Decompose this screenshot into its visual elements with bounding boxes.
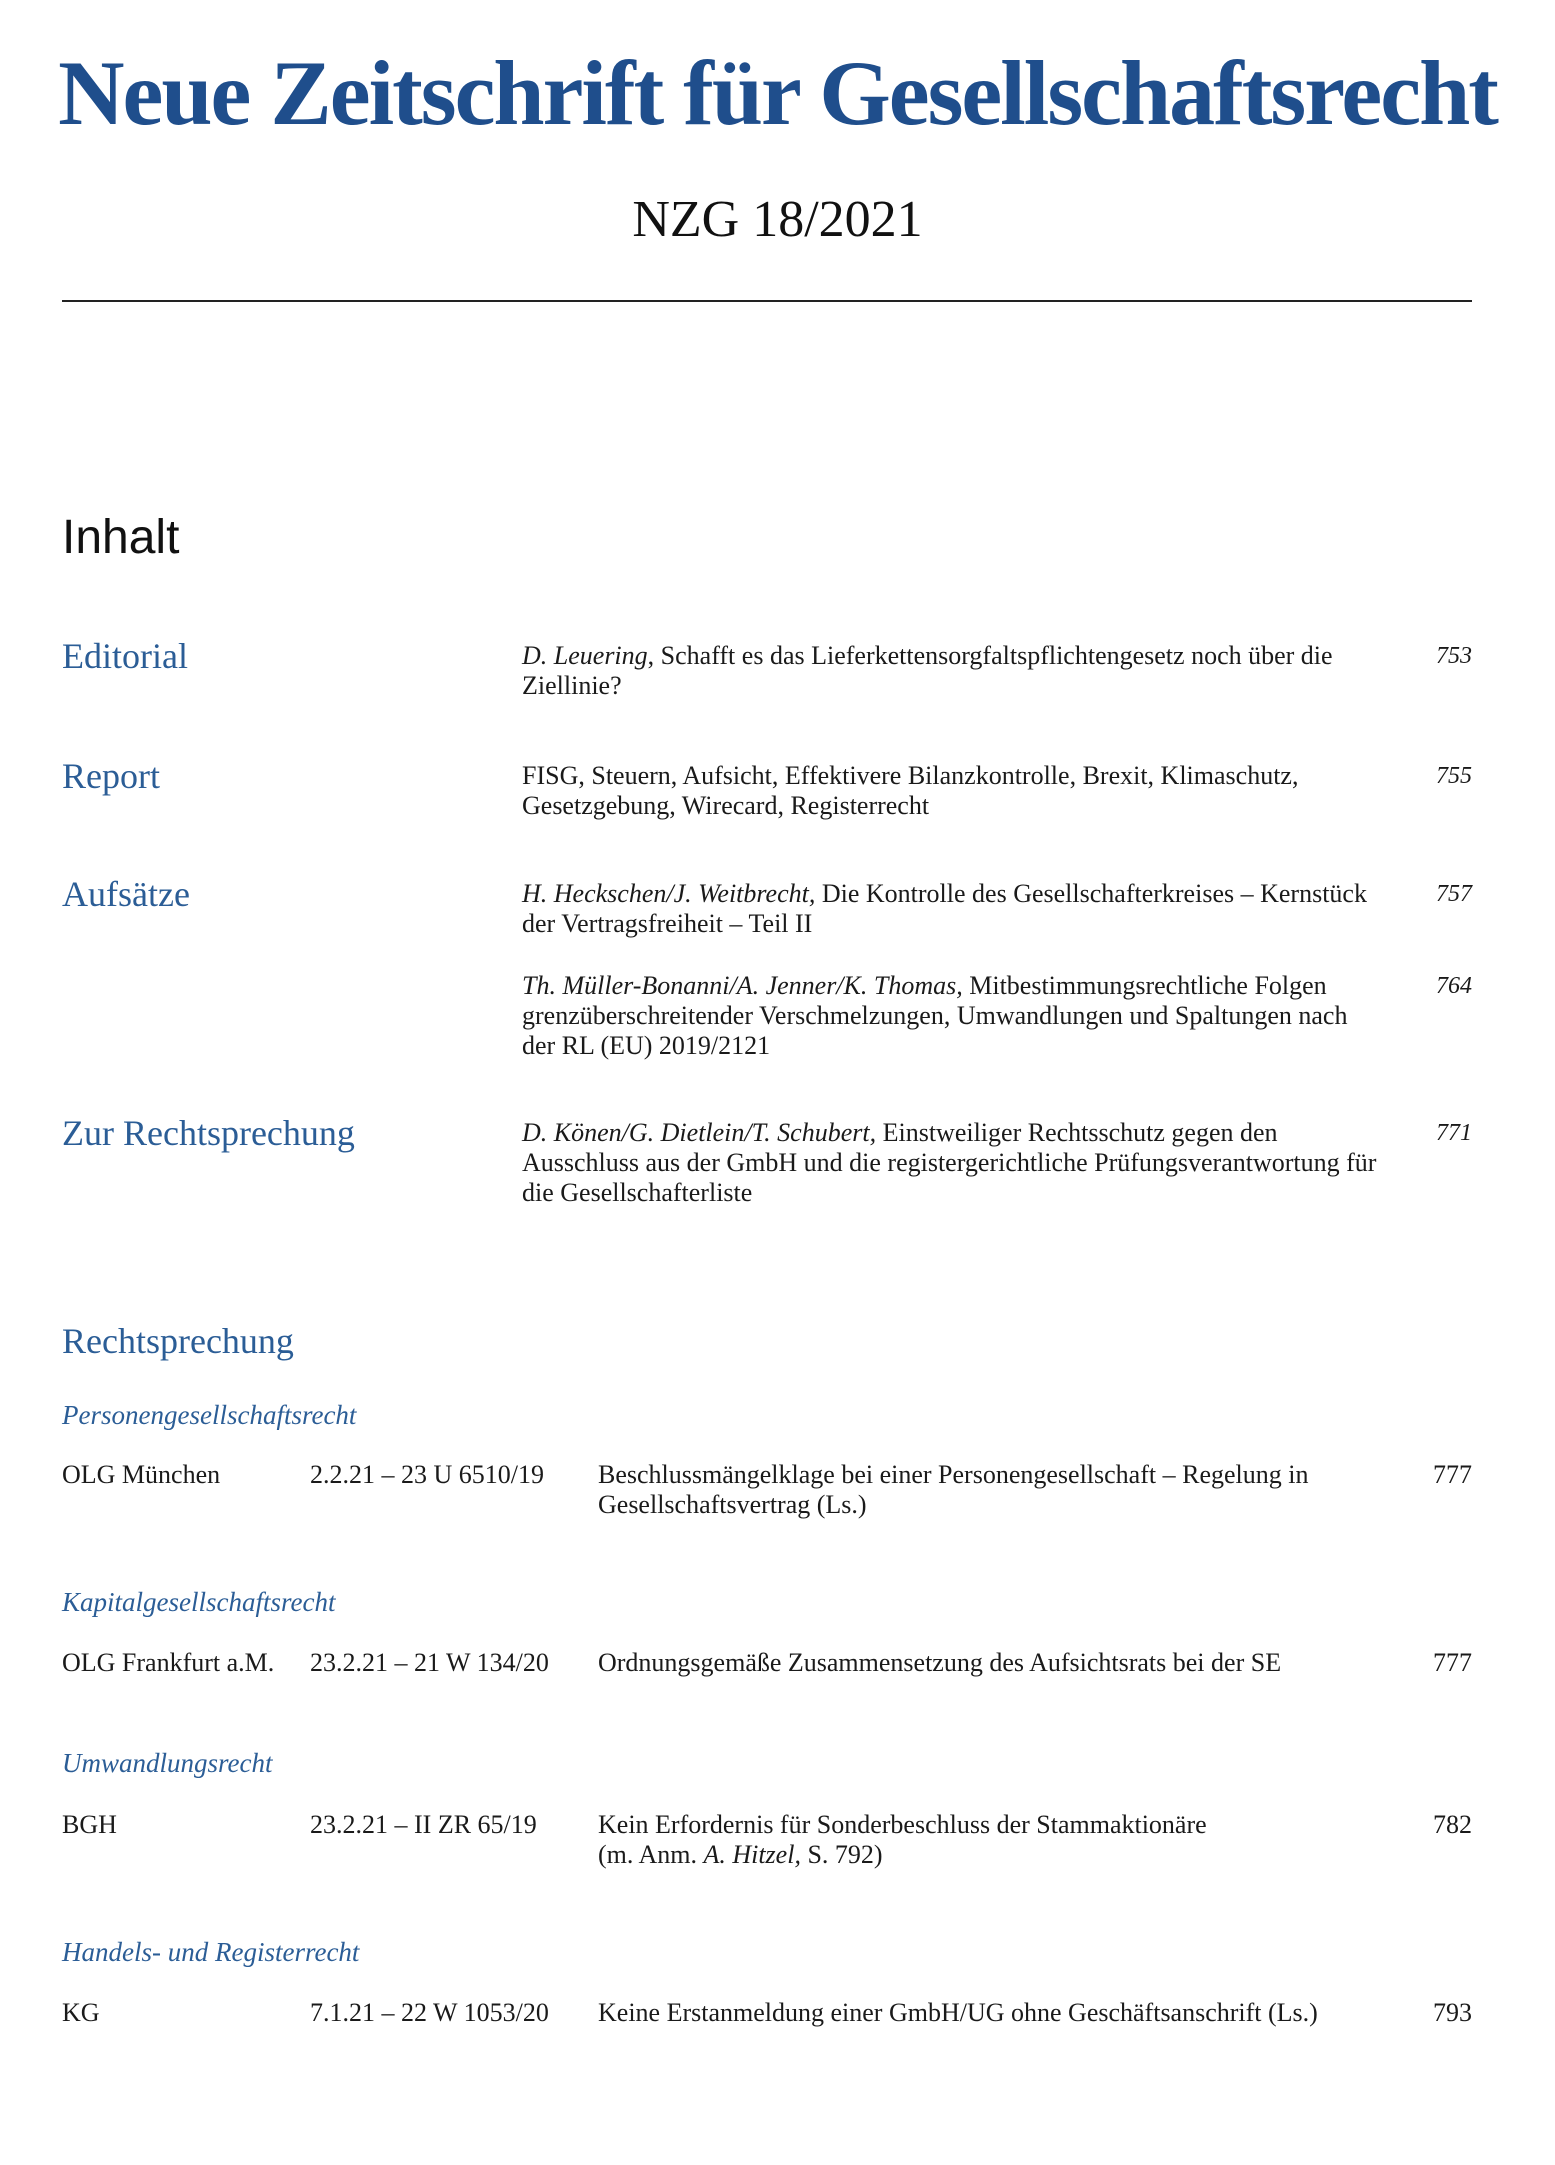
case-court: BGH: [62, 1810, 117, 1839]
entry-page: 753: [1436, 643, 1472, 669]
annotation-author: A. Hitzel,: [703, 1840, 801, 1869]
case-page: 793: [1433, 1998, 1472, 2027]
case-page: 777: [1433, 1460, 1472, 1489]
toc-entry[interactable]: [522, 761, 1472, 821]
section-title: Aufsätze: [62, 874, 190, 914]
toc-entry[interactable]: [522, 1118, 1472, 1208]
case-page: 777: [1433, 1648, 1472, 1677]
toc-entry[interactable]: D. Leuering, Schafft es das Lieferkettensorgfaltspflichtengesetz noch über die Ziellinie? 753: [522, 641, 1472, 700]
journal-title: Neue Zeitschrift für Gesellschaftsrecht: [58, 42, 1497, 144]
entry-title: Schafft es das Lieferkettensorgfaltspflichtengesetz noch über die Ziellinie?: [522, 641, 1333, 700]
case-description: Ordnungsgemäße Zusammensetzung des Aufsichtsrats bei der SE: [598, 1648, 1282, 1677]
toc-entry[interactable]: [522, 971, 1472, 1061]
case-description: Beschlussmängelklage bei einer Personengesellschaft – Regelung in Gesellschaftsvertrag (Ls.): [598, 1460, 1309, 1519]
case-reference: 23.2.21 – II ZR 65/19: [310, 1810, 537, 1839]
entry-page: 764: [1436, 973, 1472, 999]
entry-page: 757: [1436, 881, 1472, 907]
section-title: Report: [62, 756, 160, 796]
case-reference: 7.1.21 – 22 W 1053/20: [310, 1998, 549, 2027]
case-court: OLG Frankfurt a.M.: [62, 1648, 275, 1677]
header-divider: [62, 300, 1472, 302]
subheading-personengesellschaftsrecht: Personengesellschaftsrecht: [62, 1400, 357, 1430]
case-court: KG: [62, 1998, 100, 2027]
case-description: Kein Erfordernis für Sonderbeschluss der Stammaktionäre (m. Anm. A. Hitzel, S. 792): [598, 1810, 1207, 1869]
subheading-kapitalgesellschaftsrecht: Kapitalgesellschaftsrecht: [62, 1587, 336, 1617]
entry-author: H. Heckschen/J. Weitbrecht,: [522, 879, 816, 908]
case-court: OLG München: [62, 1460, 221, 1489]
entry-title: Einstweiliger Rechtsschutz gegen den Ausschluss aus der GmbH und die registergerichtliche Prüfungsverantwortung für die Gesellschafterliste: [522, 1118, 1377, 1207]
entry-title: Mitbestimmungsrechtliche Folgen grenzüberschreitender Verschmelzungen, Umwandlungen und Spaltungen nach der RL (EU) 2019/2121: [522, 971, 1348, 1060]
case-description: Keine Erstanmeldung einer GmbH/UG ohne Geschäftsanschrift (Ls.): [598, 1998, 1318, 2027]
entry-author: D. Könen/G. Dietlein/T. Schubert,: [522, 1118, 877, 1147]
entry-page: 755: [1436, 763, 1472, 789]
entry-page: 771: [1436, 1120, 1472, 1146]
entry-title: Die Kontrolle des Gesellschafterkreises – Kernstück der Vertragsfreiheit – Teil II: [522, 879, 1367, 938]
case-reference: 23.2.21 – 21 W 134/20: [310, 1648, 549, 1677]
entry-author: D. Leuering: [522, 641, 648, 670]
section-title: Zur Rechtsprechung: [62, 1113, 355, 1153]
subheading-handels-und-registerrecht: Handels- und Registerrecht: [62, 1937, 360, 1967]
subheading-umwandlungsrecht: Umwandlungsrecht: [62, 1748, 273, 1778]
case-reference: 2.2.21 – 23 U 6510/19: [310, 1460, 544, 1489]
contents-heading: Inhalt: [62, 511, 180, 564]
section-title: Editorial: [62, 636, 188, 676]
issue-number: NZG 18/2021: [632, 191, 923, 248]
rechtsprechung-heading: Rechtsprechung: [62, 1321, 294, 1361]
entry-author: Th. Müller-Bonanni/A. Jenner/K. Thomas,: [522, 971, 963, 1000]
case-page: 782: [1433, 1810, 1472, 1839]
entry-title: FISG, Steuern, Aufsicht, Effektivere Bilanzkontrolle, Brexit, Klimaschutz, Gesetzgebung, Wirecard, Registerrecht: [522, 761, 1299, 820]
toc-entry[interactable]: [522, 879, 1472, 939]
